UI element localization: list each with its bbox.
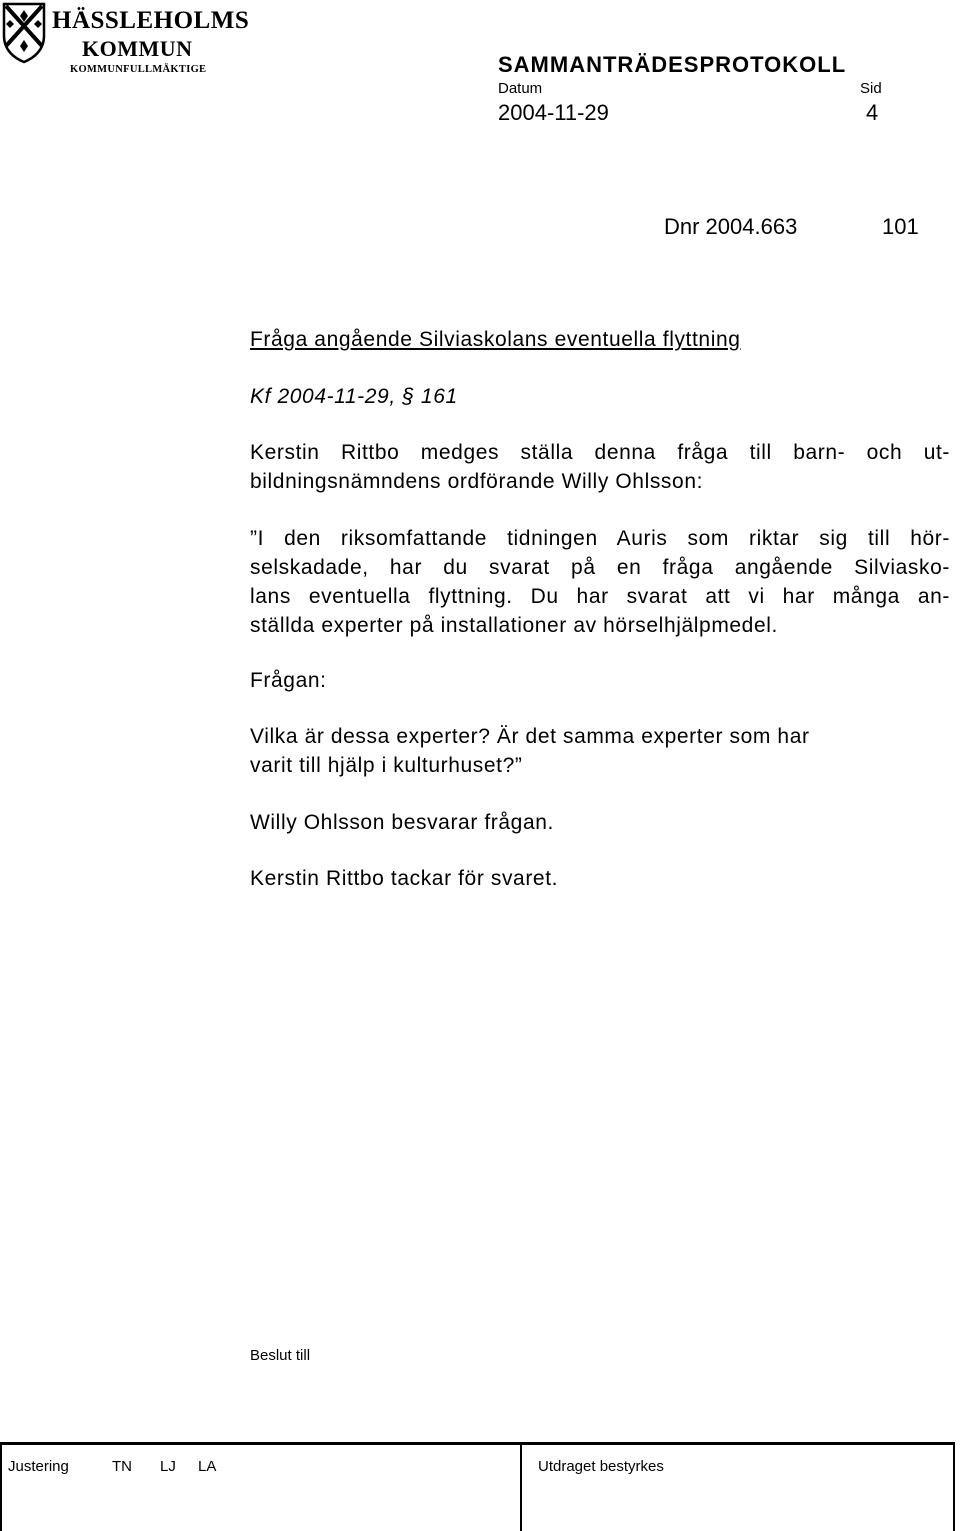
quote-line: lans eventuella flyttning. Du har svarat att vi har många an-	[250, 585, 950, 608]
footer-divider	[520, 1445, 522, 1531]
sid-label: Sid	[860, 80, 882, 97]
thanks-paragraph: Kerstin Rittbo tackar för svaret.	[250, 867, 559, 890]
quote-paragraph	[250, 524, 950, 640]
initials-lj: LJ	[160, 1458, 176, 1475]
utdraget-label: Utdraget bestyrkes	[538, 1458, 664, 1475]
datum-value: 2004-11-29	[498, 100, 609, 125]
beslut-label: Beslut till	[250, 1347, 311, 1364]
dnr-number: 101	[882, 214, 919, 239]
municipality-logo	[2, 0, 250, 80]
footer-divider	[0, 1445, 2, 1531]
coat-of-arms-icon	[2, 2, 46, 64]
justering-label: Justering	[8, 1458, 69, 1475]
footer-divider	[953, 1445, 955, 1531]
footer-rule	[0, 1442, 955, 1445]
answer-paragraph: Willy Ohlsson besvarar frågan.	[250, 811, 554, 834]
question-line: Vilka är dessa experter? Är det samma experter som har	[250, 725, 810, 748]
intro-paragraph	[250, 438, 950, 496]
question-paragraph	[250, 722, 950, 780]
dnr-label: Dnr 2004.663	[664, 214, 798, 239]
logo-line-3: KOMMUNFULLMÄKTIGE	[70, 64, 207, 75]
quote-line: selskadade, har du svarat på en fråga angående Silviasko-	[250, 556, 950, 579]
intro-line: Kerstin Rittbo medges ställa denna fråga till barn- och ut-	[250, 441, 950, 464]
logo-line-1: HÄSSLEHOLMS	[52, 7, 250, 34]
question-line: varit till hjälp i kulturhuset?”	[250, 754, 523, 777]
item-title: Fråga angående Silviaskolans eventuella flyttning	[250, 328, 741, 351]
intro-line: bildningsnämndens ordförande Willy Ohlsson:	[250, 470, 704, 493]
quote-line: ställda experter på installationer av hörselhjälpmedel.	[250, 614, 778, 637]
kf-reference: Kf 2004-11-29, § 161	[250, 385, 458, 408]
logo-line-2: KOMMUN	[82, 36, 193, 61]
initials-tn: TN	[112, 1458, 132, 1475]
question-label: Frågan:	[250, 669, 327, 692]
initials-la: LA	[198, 1458, 217, 1475]
document-type-heading: SAMMANTRÄDESPROTOKOLL	[498, 52, 847, 77]
quote-line: ”I den riksomfattande tidningen Auris som riktar sig till hör-	[250, 527, 950, 550]
page-number: 4	[866, 100, 879, 125]
datum-label: Datum	[498, 80, 543, 97]
